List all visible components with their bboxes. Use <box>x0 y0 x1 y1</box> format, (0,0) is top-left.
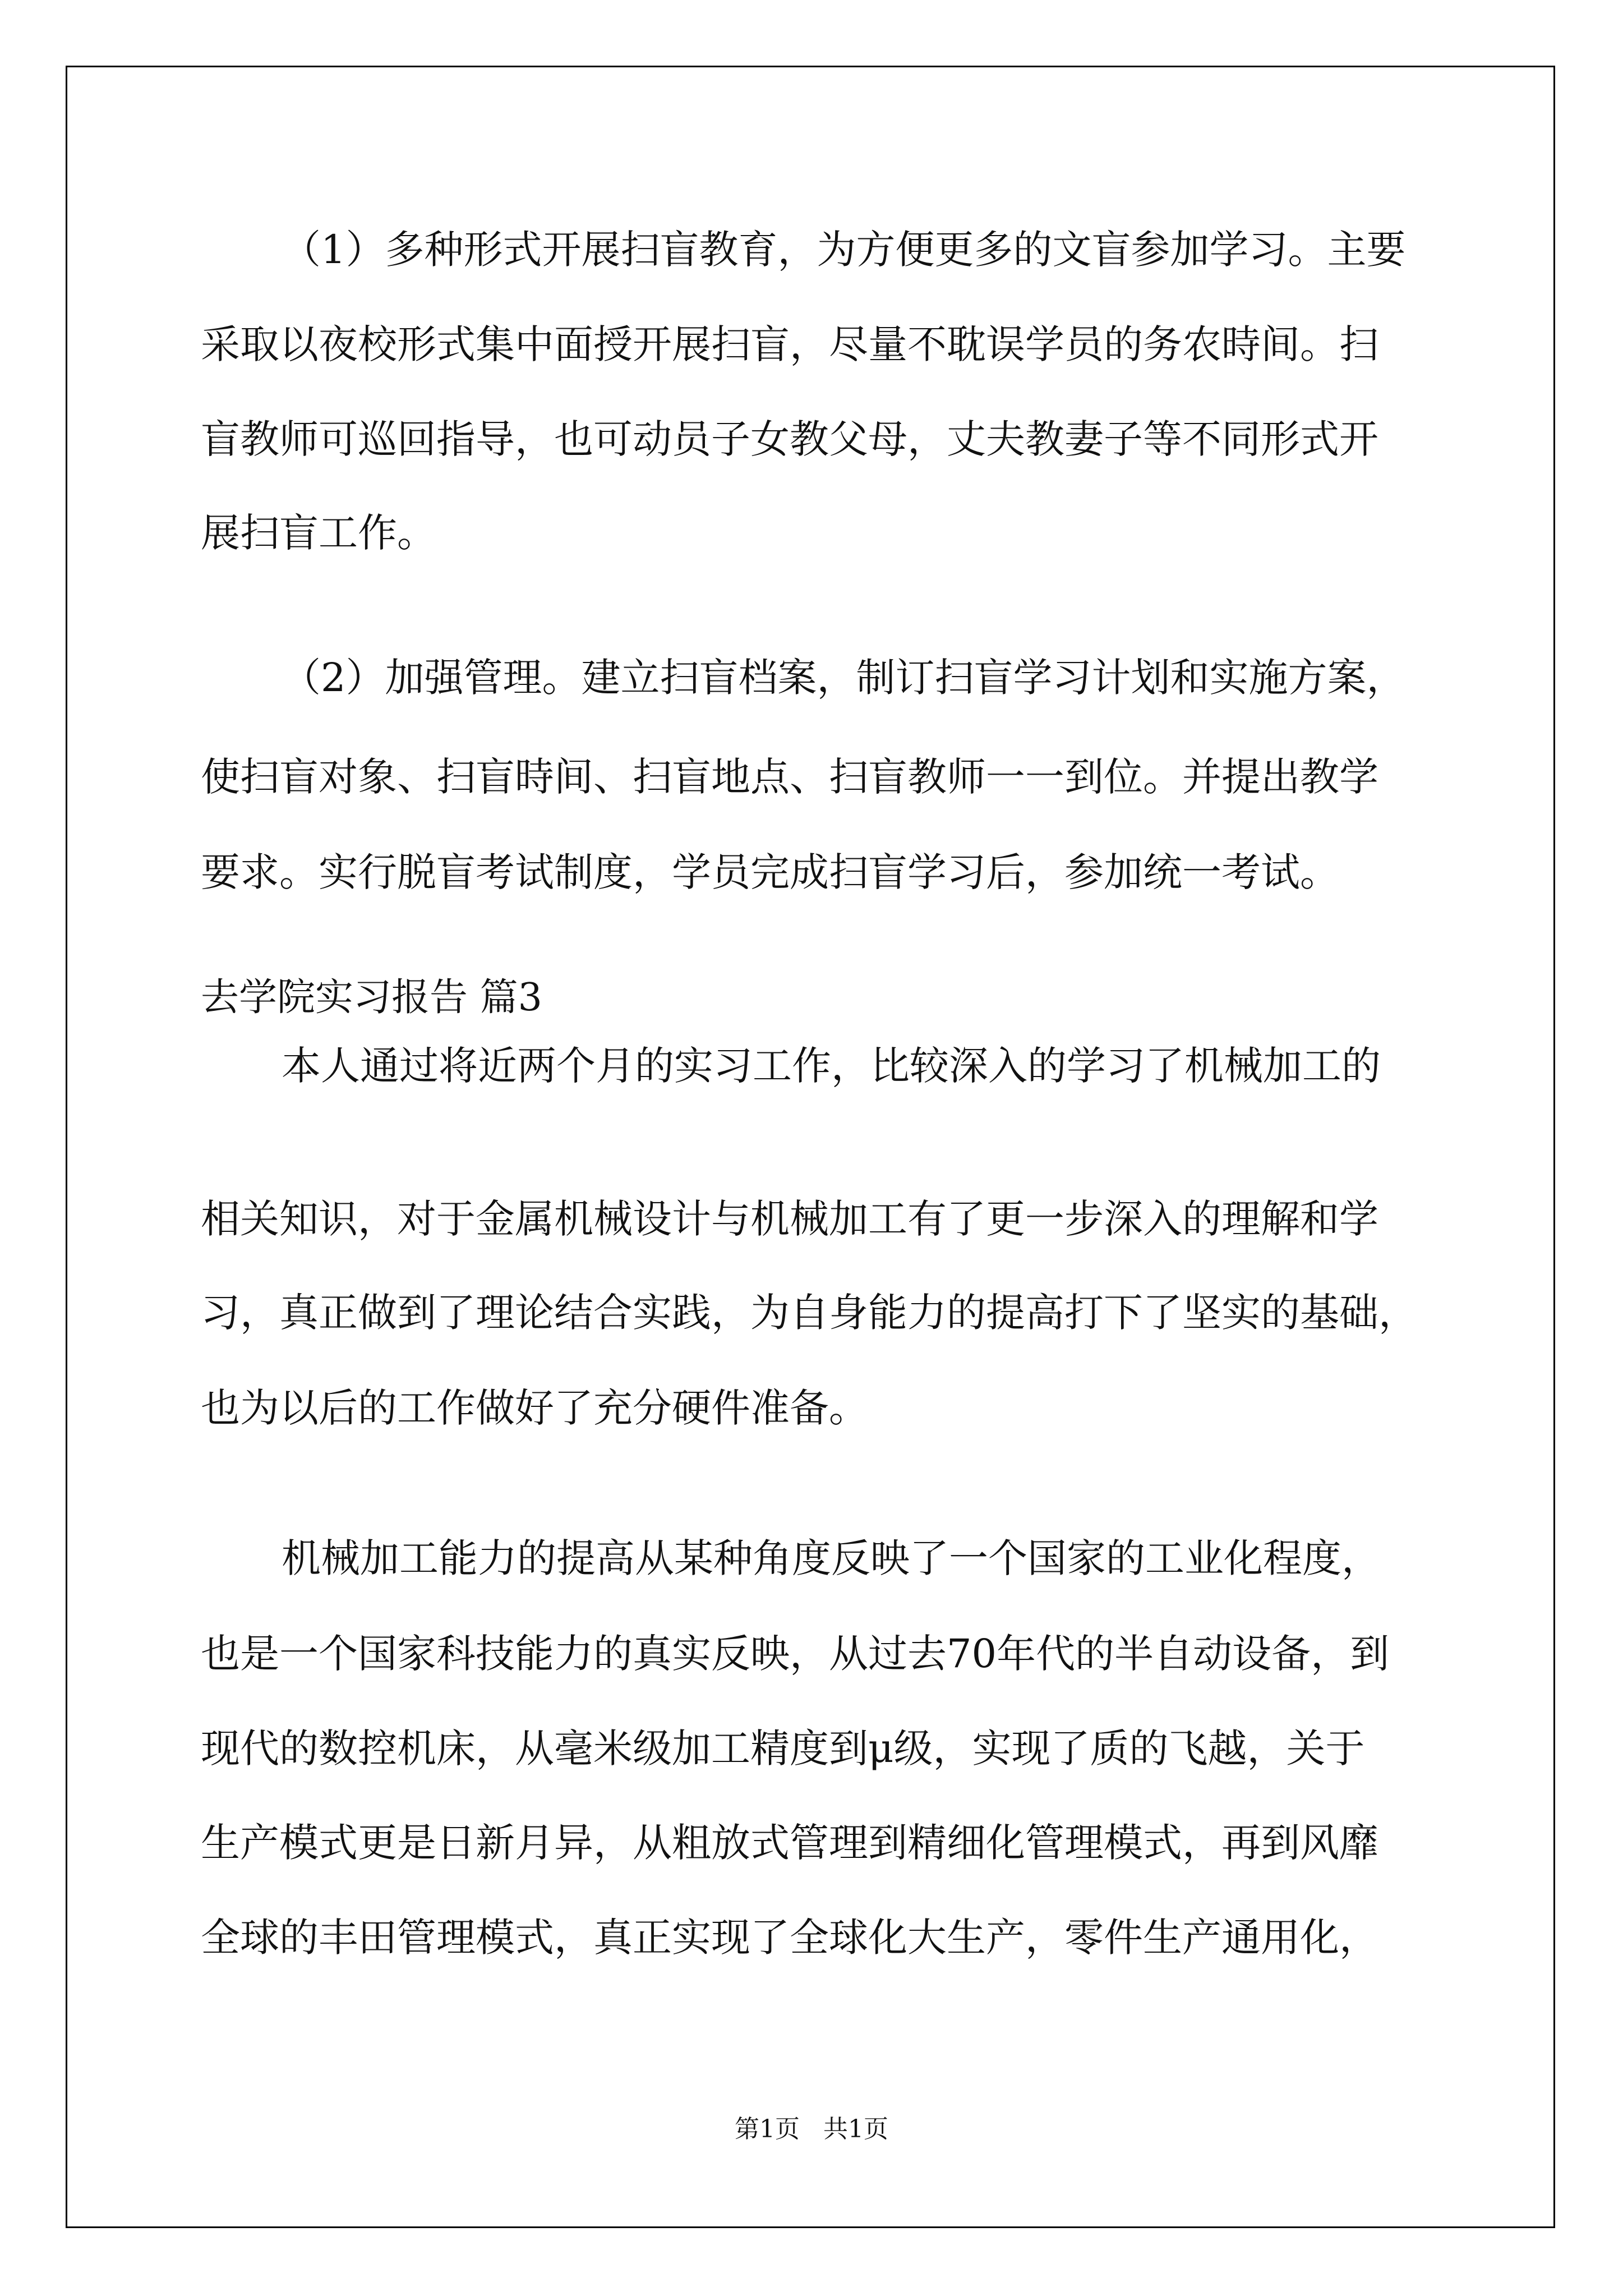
paragraph-line: 本人通过将近两个月的实习工作，比较深入的学习了机械加工的 <box>282 1043 1381 1089</box>
page-total: 共1页 <box>823 2115 888 2143</box>
paragraph-line: 现代的数控机床，从毫米级加工精度到μ级，实现了质的飞越，关于 <box>201 1726 1365 1772</box>
paragraph-line: 生产模式更是日新月异，从粗放式管理到精细化管理模式，再到风靡 <box>201 1820 1378 1866</box>
page-number: 第1页 <box>735 2115 800 2143</box>
paragraph-line: 使扫盲对象、扫盲時间、扫盲地点、扫盲教师一一到位。并提出教学 <box>201 754 1378 800</box>
paragraph-line: 展扫盲工作。 <box>201 510 436 556</box>
paragraph-line: 要求。实行脱盲考试制度，学员完成扫盲学习后，参加统一考试。 <box>201 849 1339 895</box>
paragraph-line: （1）多种形式开展扫盲教育，为方便更多的文盲参加学习。主要 <box>282 227 1406 273</box>
page-footer <box>0 2114 1623 2145</box>
paragraph-line: 习，真正做到了理论结合实践，为自身能力的提高打下了坚实的基础， <box>201 1290 1418 1336</box>
paragraph-line: 盲教师可巡回指导，也可动员子女教父母，丈夫教妻子等不同形式开 <box>201 416 1378 462</box>
paragraph-line: 全球的丰田管理模式，真正实现了全球化大生产，零件生产通用化， <box>201 1915 1378 1961</box>
paragraph-line: 采取以夜校形式集中面授开展扫盲，尽量不耽误学员的务农時间。扫 <box>201 321 1378 367</box>
page-border <box>66 66 1555 2228</box>
paragraph-line: （2）加强管理。建立扫盲档案，制订扫盲学习计划和实施方案， <box>282 655 1406 701</box>
section-heading: 去学院实习报告 篇3 <box>201 976 542 1020</box>
paragraph-line: 机械加工能力的提高从某种角度反映了一个国家的工业化程度， <box>282 1535 1381 1581</box>
paragraph-line: 也是一个国家科技能力的真实反映，从过去70年代的半自动设备，到 <box>201 1631 1390 1677</box>
paragraph-line: 也为以后的工作做好了充分硬件准备。 <box>201 1385 868 1431</box>
paragraph-line: 相关知识，对于金属机械设计与机械加工有了更一步深入的理解和学 <box>201 1196 1378 1242</box>
